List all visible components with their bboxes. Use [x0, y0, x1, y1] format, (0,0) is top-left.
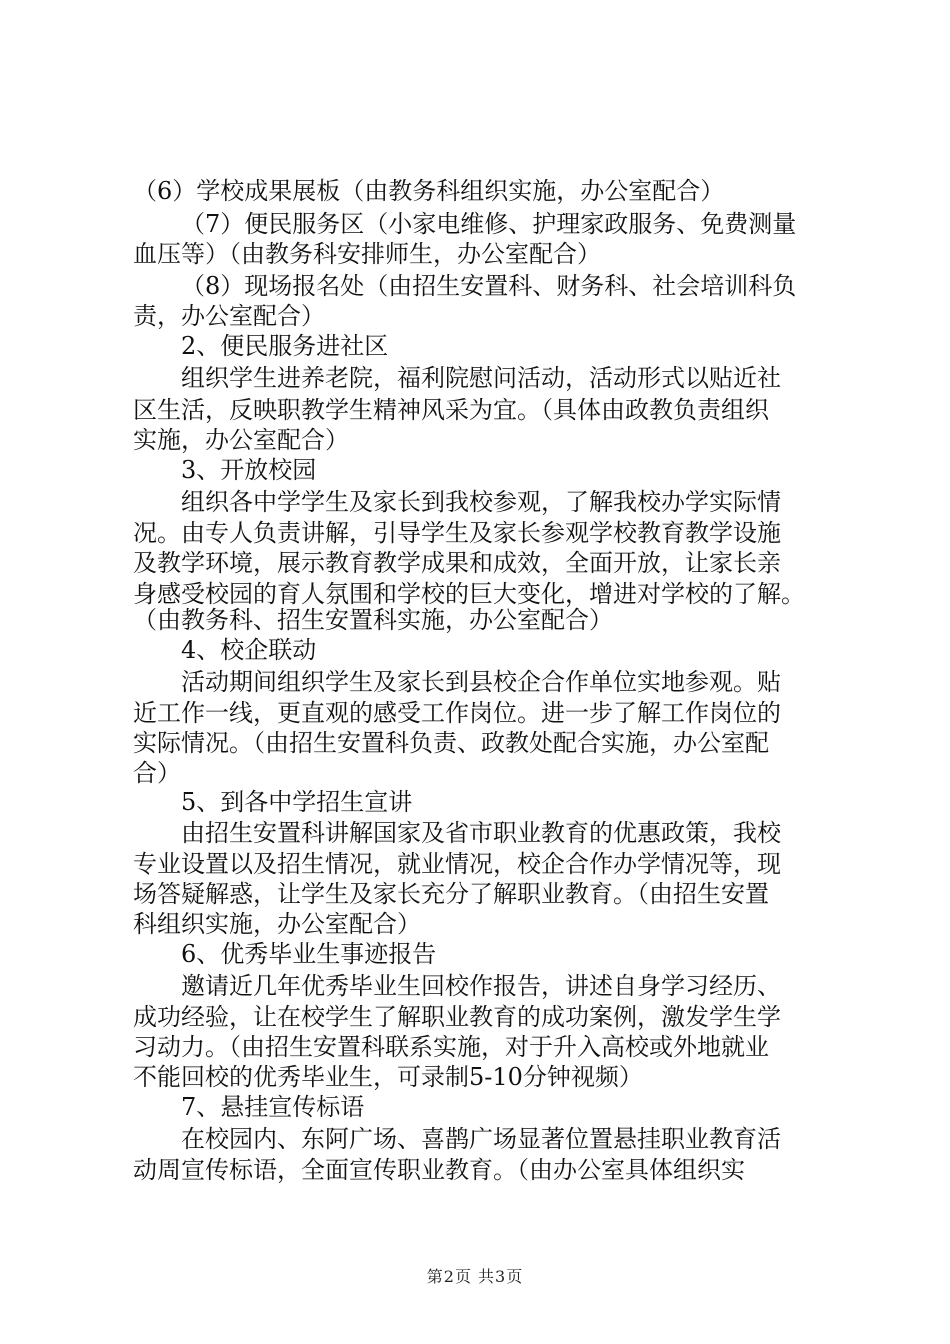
- paragraph-line: 由招生安置科讲解国家及省市职业教育的优惠政策，我校: [181, 819, 781, 847]
- paragraph-line: 在校园内、东阿广场、喜鹊广场显著位置悬挂职业教育活: [181, 1125, 781, 1153]
- paragraph-line: 组织学生进养老院，福利院慰问活动，活动形式以贴近社: [181, 364, 781, 392]
- paragraph-line: 习动力。（由招生安置科联系实施，对于升入高校或外地就业: [133, 1033, 769, 1061]
- paragraph-line: 实际情况。（由招生安置科负责、政教处配合实施，办公室配: [133, 729, 769, 757]
- paragraph-line: 科组织实施，办公室配合）: [133, 910, 421, 938]
- section-heading: 7、悬挂宣传标语: [181, 1093, 365, 1121]
- paragraph-line: 场答疑解惑，让学生及家长充分了解职业教育。（由招生安置: [133, 880, 769, 908]
- paragraph-line: 及教学环境，展示教育教学成果和成效，全面开放，让家长亲: [133, 549, 781, 577]
- page-number-footer: 第2页 共3页: [426, 1267, 524, 1286]
- paragraph-line: 实施，办公室配合）: [133, 426, 349, 454]
- paragraph-line: 组织各中学学生及家长到我校参观，了解我校办学实际情: [181, 488, 781, 516]
- paragraph-line: 专业设置以及招生情况，就业情况，校企合作办学情况等，现: [133, 850, 781, 878]
- paragraph-line: 况。由专人负责讲解，引导学生及家长参观学校教育教学设施: [133, 519, 781, 547]
- paragraph-line: （6）学校成果展板（由教务科组织实施，办公室配合）: [133, 177, 725, 205]
- paragraph-line: 身感受校园的育人氛围和学校的巨大变化，增进对学校的了解。: [133, 580, 805, 608]
- section-heading: 3、开放校园: [181, 456, 317, 484]
- paragraph-line: 责，办公室配合）: [133, 302, 325, 330]
- section-heading: 6、优秀毕业生事迹报告: [181, 940, 437, 968]
- section-heading: 2、便民服务进社区: [181, 332, 389, 360]
- section-heading: 4、校企联动: [181, 636, 317, 664]
- paragraph-line: 邀请近几年优秀毕业生回校作报告，讲述自身学习经历、: [181, 972, 781, 1000]
- paragraph-line: 成功经验，让在校学生了解职业教育的成功案例，激发学生学: [133, 1003, 781, 1031]
- paragraph-line: 合）: [133, 759, 181, 787]
- paragraph-line: 血压等）（由教务科安排师生，办公室配合）: [133, 240, 601, 268]
- paragraph-line: 近工作一线，更直观的感受工作岗位。进一步了解工作岗位的: [133, 699, 781, 727]
- paragraph-line: 不能回校的优秀毕业生，可录制5-10分钟视频）: [133, 1063, 643, 1091]
- section-heading: 5、到各中学招生宣讲: [181, 788, 413, 816]
- paragraph-line: （8）现场报名处（由招生安置科、财务科、社会培训科负: [181, 272, 797, 300]
- paragraph-line: （7）便民服务区（小家电维修、护理家政服务、免费测量: [181, 210, 797, 238]
- paragraph-line: 活动期间组织学生及家长到县校企合作单位实地参观。贴: [181, 668, 781, 696]
- paragraph-line: 区生活，反映职教学生精神风采为宜。（具体由政教负责组织: [133, 396, 769, 424]
- paragraph-line: 动周宣传标语，全面宣传职业教育。（由办公室具体组织实: [133, 1156, 745, 1184]
- paragraph-line: （由教务科、招生安置科实施，办公室配合）: [133, 606, 613, 634]
